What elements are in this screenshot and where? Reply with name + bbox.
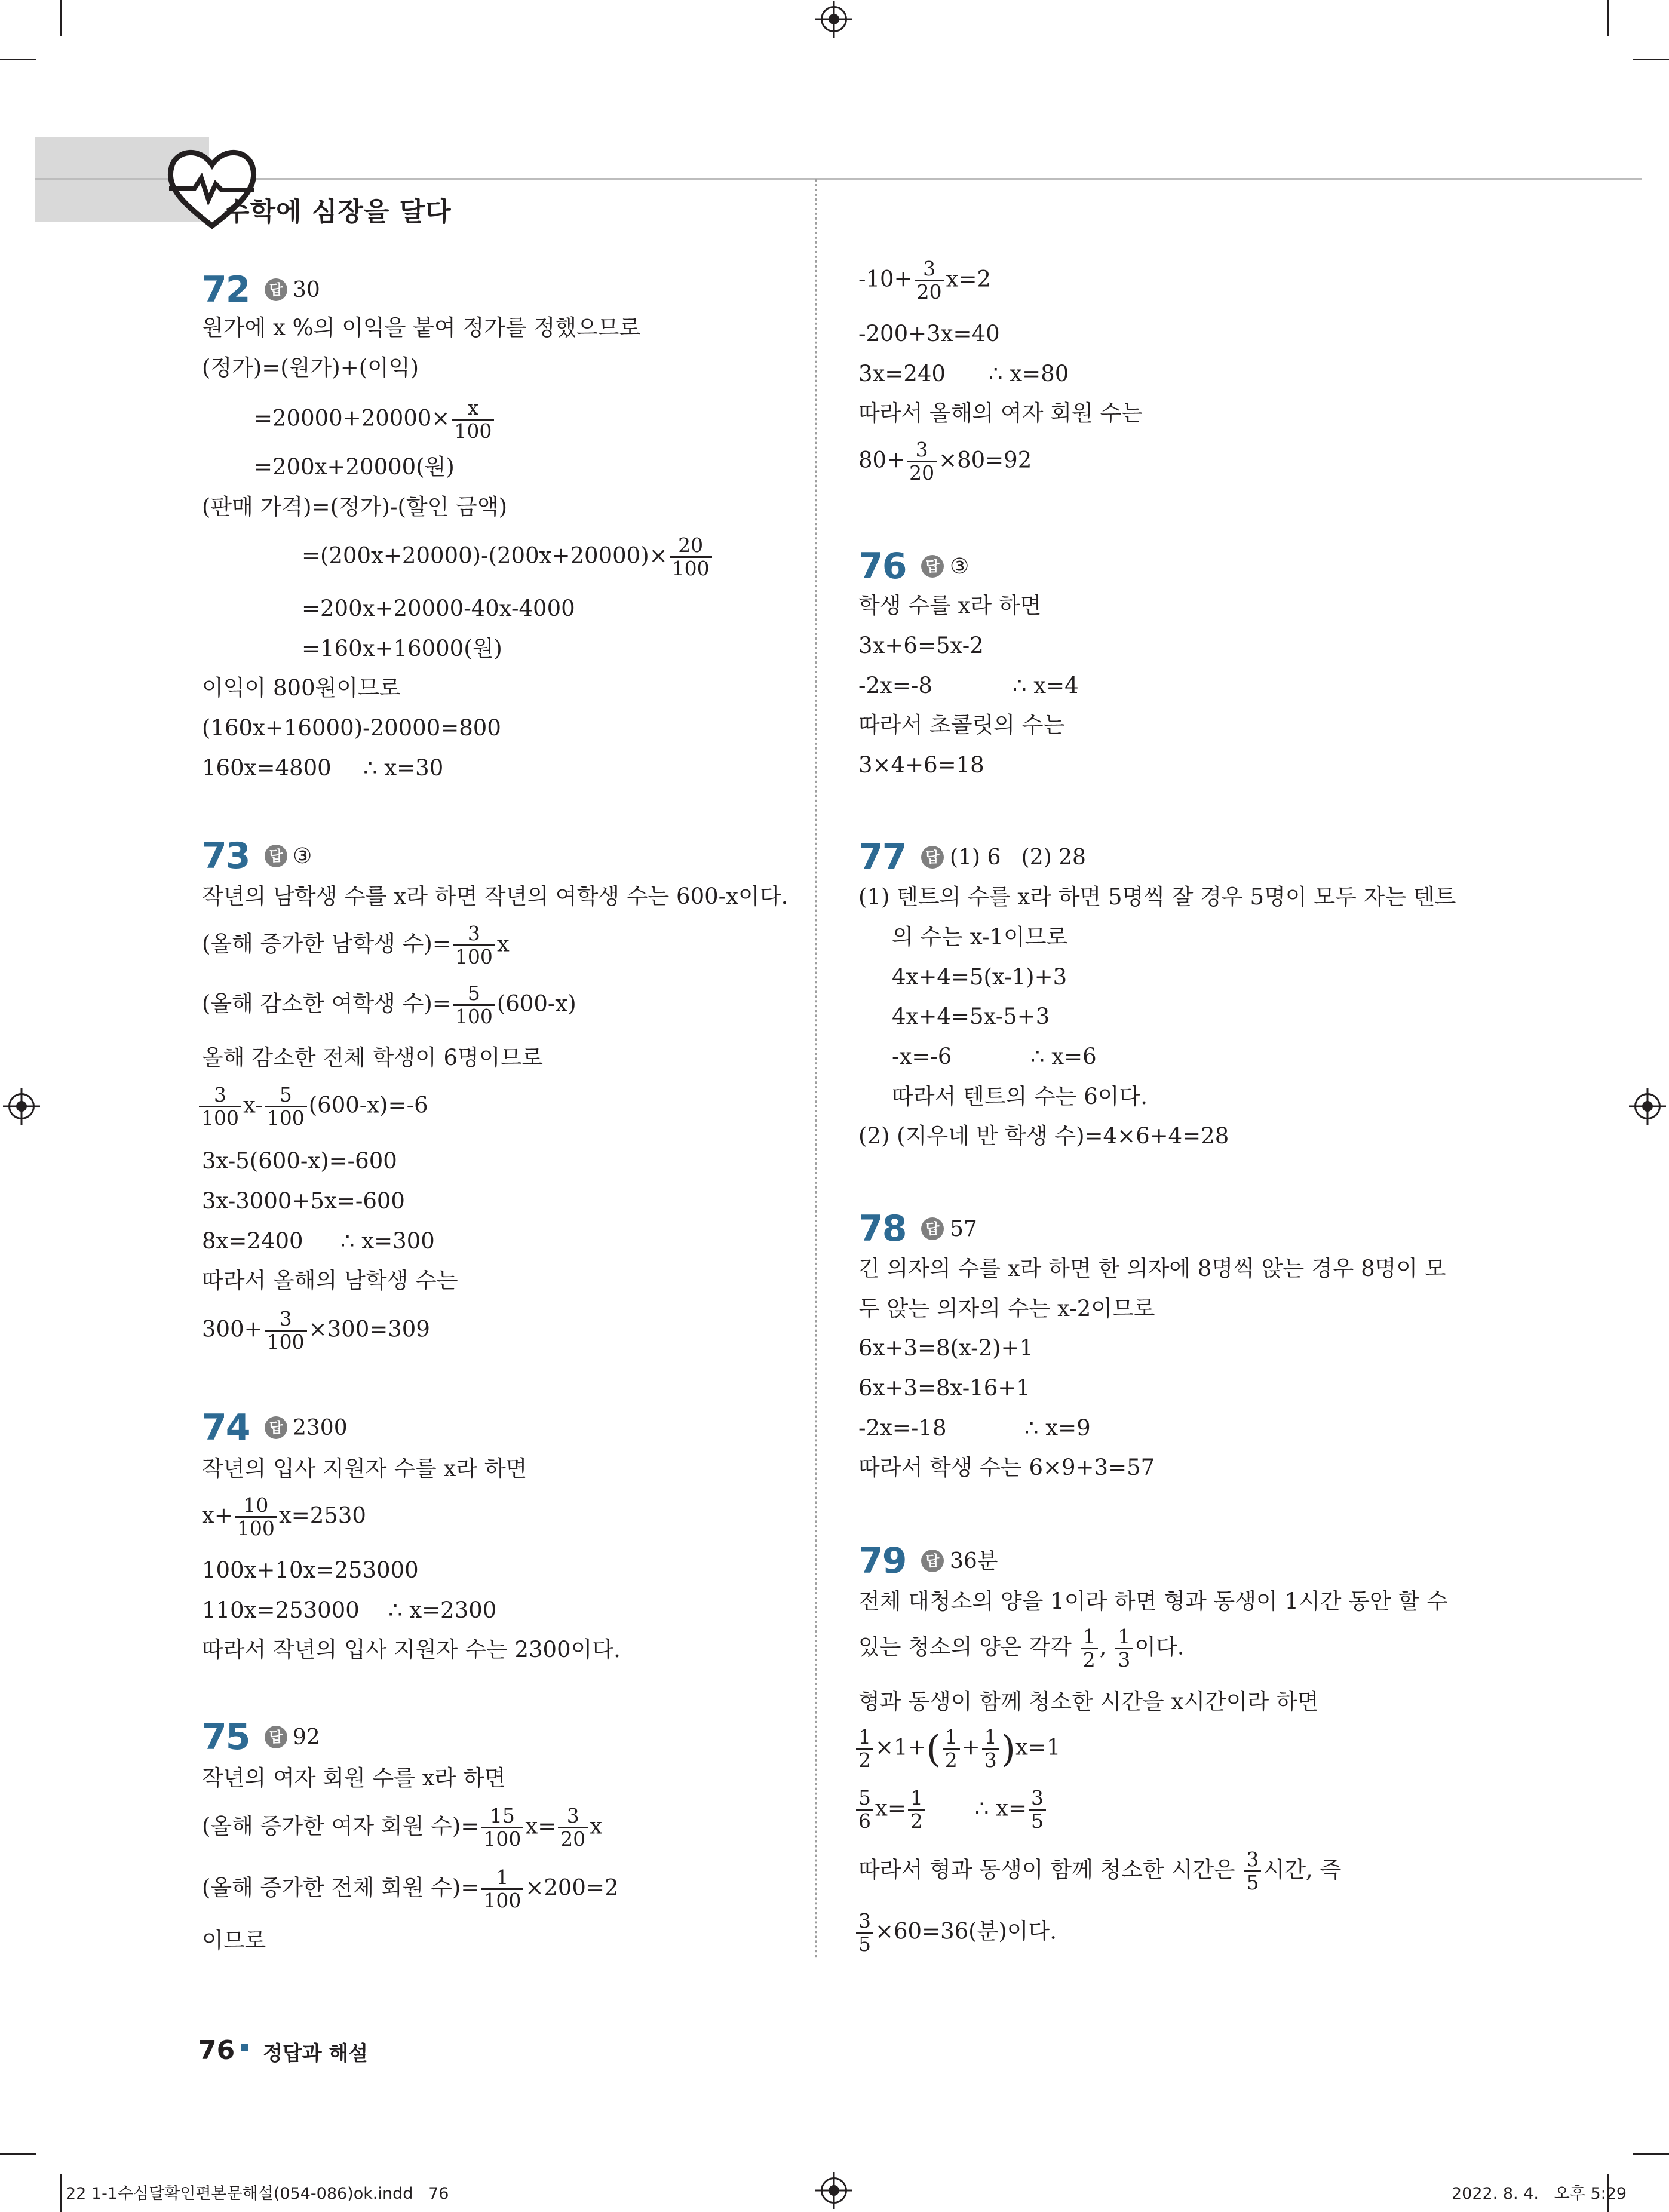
solution-line: 따라서 학생 수는 6×9+3=57 xyxy=(858,1455,1155,1480)
solution-line: 따라서 텐트의 수는 6이다. xyxy=(892,1084,1148,1109)
fraction: $\frac{3}{20}$ xyxy=(915,258,944,303)
solution-line: -10+ $\frac{3}{20}$ x=2 xyxy=(858,257,992,304)
answer-badge-icon: 답 xyxy=(921,1217,944,1240)
fraction: $\frac{1}{100}$ xyxy=(481,1867,523,1912)
solution-line: 3×4+6=18 xyxy=(858,752,984,778)
fraction: $\frac{5}{100}$ xyxy=(265,1084,307,1130)
solution-line: x+ $\frac{10}{100}$ x=2530 xyxy=(202,1493,366,1541)
solution-line: 3x-3000+5x=-600 xyxy=(202,1188,405,1214)
solution-line: 4x+4=5x-5+3 xyxy=(892,1004,1050,1029)
problem-number: 77 xyxy=(858,836,906,878)
footer-title: 정답과 해설 xyxy=(263,2042,369,2066)
problem-number: 74 xyxy=(202,1407,250,1449)
file-slug: 22 1-1수심달확인편본문해설(054-086)ok.indd 76 xyxy=(66,2185,449,2203)
problem-number: 78 xyxy=(858,1208,906,1250)
solution-line: 형과 동생이 함께 청소한 시간을 x시간이라 하면 xyxy=(858,1689,1319,1714)
solution-line: 따라서 올해의 여자 회원 수는 xyxy=(858,400,1143,426)
solution-line: 의 수는 x-1이므로 xyxy=(892,924,1068,950)
solution-line: ∴ x=6 xyxy=(1030,1044,1097,1069)
answer-value: ③ xyxy=(950,554,970,579)
problem-number: 72 xyxy=(202,269,250,311)
solution-line: 3x=240 xyxy=(858,361,946,386)
answer-value: (1) 6 (2) 28 xyxy=(950,845,1086,870)
fraction: $\frac{3}{20}$ xyxy=(558,1805,588,1851)
solution-line: $\frac{5}{6}$ x= $\frac{1}{2}$ ∴ x= $\frac{3}{5}$ xyxy=(854,1787,1048,1833)
fraction: $\frac{3}{20}$ xyxy=(907,439,937,484)
solution-line: $\frac{3}{5}$ ×60=36(분)이다. xyxy=(854,1910,1057,1956)
solution-line: 6x+3=8x-16+1 xyxy=(858,1375,1030,1401)
problem-number: 75 xyxy=(202,1716,250,1758)
fraction: $\frac{1}{3}$ xyxy=(1115,1626,1133,1671)
fraction: $\frac{3}{5}$ xyxy=(1244,1849,1261,1894)
answer-badge-icon: 답 xyxy=(921,555,944,578)
solution-line: 이므로 xyxy=(202,1928,266,1953)
solution-line: 따라서 올해의 남학생 수는 xyxy=(202,1268,458,1293)
solution-line: ∴ x=9 xyxy=(1024,1415,1091,1441)
solution-line: ∴ x=4 xyxy=(1013,673,1079,698)
solution-line: (2) (지우네 반 학생 수)=4×6+4=28 xyxy=(858,1123,1229,1149)
solution-line: 작년의 여자 회원 수를 x라 하면 xyxy=(202,1765,506,1791)
solution-line: 3x-5(600-x)=-600 xyxy=(202,1148,397,1174)
solution-line: -x=-6 xyxy=(892,1044,952,1069)
fraction: $\frac{1}{2}$ xyxy=(856,1726,873,1772)
solution-line: 이익이 800원이므로 xyxy=(202,675,401,701)
fraction: $\frac{20}{100}$ xyxy=(670,535,712,580)
solution-line: (1) 텐트의 수를 x라 하면 5명씩 잘 경우 5명이 모두 자는 텐트 xyxy=(858,884,1456,910)
fraction: $\frac{3}{100}$ xyxy=(453,923,495,968)
answer-badge-icon: 답 xyxy=(265,1416,287,1439)
solution-line: 160x=4800 xyxy=(202,755,332,781)
answer-value: 2300 xyxy=(293,1416,348,1440)
solution-line: 올해 감소한 전체 학생이 6명이므로 xyxy=(202,1045,543,1070)
fraction: $\frac{10}{100}$ xyxy=(235,1495,277,1540)
answer-value: 92 xyxy=(293,1725,320,1750)
solution-line: 원가에 x %의 이익을 붙여 정가를 정했으므로 xyxy=(202,315,641,340)
answer-badge-icon: 답 xyxy=(921,846,944,869)
answer-badge-icon: 답 xyxy=(265,1726,287,1748)
solution-line: 따라서 초콜릿의 수는 xyxy=(858,712,1065,738)
solution-line: (올해 감소한 여학생 수)= $\frac{5}{100}$ (600-x) xyxy=(202,981,576,1029)
solution-line: 따라서 작년의 입사 지원자 수는 2300이다. xyxy=(202,1637,621,1662)
solution-line: $\frac{1}{2}$ ×1+( $\frac{1}{2}$ + $\frac{1}{3}$ )x=1 xyxy=(854,1726,1060,1772)
solution-line: 있는 청소의 양은 각각 $\frac{1}{2}$ , $\frac{1}{3}$ 이다. xyxy=(858,1625,1185,1672)
crop-mark xyxy=(60,0,62,36)
solution-line: 작년의 남학생 수를 x라 하면 작년의 여학생 수는 600-x이다. xyxy=(202,883,789,909)
fraction: $\frac{3}{5}$ xyxy=(1029,1787,1046,1833)
solution-line: 110x=253000 xyxy=(202,1597,360,1623)
fraction: $\frac{3}{100}$ xyxy=(199,1084,241,1130)
solution-line: =200x+20000-40x-4000 xyxy=(302,596,575,621)
solution-line: 6x+3=8(x-2)+1 xyxy=(858,1335,1034,1361)
fraction: $\frac{1}{2}$ xyxy=(908,1787,925,1833)
solution-line: =160x+16000(원) xyxy=(302,636,502,661)
fraction: $\frac{5}{6}$ xyxy=(856,1787,873,1833)
solution-line: 학생 수를 x라 하면 xyxy=(858,593,1042,618)
answer-badge-icon: 답 xyxy=(265,278,287,301)
solution-line: =(200x+20000)-(200x+20000)× $\frac{20}{100}$ xyxy=(302,535,714,580)
registration-mark-icon xyxy=(1634,1093,1661,1119)
header-rule xyxy=(35,178,1642,180)
answer-value: 30 xyxy=(293,278,320,302)
column-divider xyxy=(815,179,817,1959)
solution-line: 300+ $\frac{3}{100}$ ×300=309 xyxy=(202,1307,430,1354)
footer-bullet xyxy=(241,2044,248,2051)
problem-number: 73 xyxy=(202,835,250,877)
solution-line: 작년의 입사 지원자 수를 x라 하면 xyxy=(202,1456,527,1481)
solution-line: 전체 대청소의 양을 1이라 하면 형과 동생이 1시간 동안 할 수 xyxy=(858,1588,1448,1614)
print-date: 2022. 8. 4. 오후 5:29 xyxy=(1452,2185,1627,2203)
solution-line: $\frac{3}{100}$ x- $\frac{5}{100}$ (600-x)=-6 xyxy=(197,1084,428,1130)
answer-value: ③ xyxy=(293,844,312,869)
answer-value: 36분 xyxy=(950,1549,998,1573)
registration-mark-icon xyxy=(821,2177,847,2204)
solution-line: -2x=-8 xyxy=(858,673,932,698)
solution-line: =20000+20000× $\frac{x}{100}$ xyxy=(254,397,496,443)
crop-mark xyxy=(0,59,36,60)
registration-mark-icon xyxy=(821,6,847,32)
fraction: $\frac{3}{5}$ xyxy=(856,1910,873,1956)
solution-line: (정가)=(원가)+(이익) xyxy=(202,355,419,381)
fraction: $\frac{3}{100}$ xyxy=(265,1308,307,1354)
solution-line: 긴 의자의 수를 x라 하면 한 의자에 8명씩 앉는 경우 8명이 모 xyxy=(858,1256,1446,1281)
fraction: $\frac{1}{2}$ xyxy=(943,1726,960,1772)
solution-line: 3x+6=5x-2 xyxy=(858,633,984,658)
solution-line: 두 앉는 의자의 수는 x-2이므로 xyxy=(858,1296,1155,1321)
fraction: $\frac{1}{3}$ xyxy=(982,1726,999,1772)
crop-mark xyxy=(60,2174,62,2212)
answer-value: 57 xyxy=(950,1217,977,1241)
fraction: $\frac{15}{100}$ xyxy=(481,1805,523,1851)
answer-badge-icon: 답 xyxy=(921,1550,944,1572)
solution-line: =200x+20000(원) xyxy=(254,454,455,480)
solution-line: 따라서 형과 동생이 함께 청소한 시간은 $\frac{3}{5}$ 시간, 즉 xyxy=(858,1848,1342,1895)
solution-line: (올해 증가한 여자 회원 수)= $\frac{15}{100}$ x= $\frac{3}{20}$ x xyxy=(202,1804,603,1851)
solution-line: 8x=2400 xyxy=(202,1228,303,1254)
answer-badge-icon: 답 xyxy=(265,845,287,867)
fraction: $\frac{1}{2}$ xyxy=(1081,1626,1098,1671)
solution-line: -200+3x=40 xyxy=(858,321,1000,346)
solution-line: (160x+16000)-20000=800 xyxy=(202,715,501,741)
solution-line: 80+ $\frac{3}{20}$ ×80=92 xyxy=(858,438,1032,485)
fraction: $\frac{x}{100}$ xyxy=(452,397,494,443)
solution-line: ∴ x=2300 xyxy=(388,1597,497,1623)
solution-line: (판매 가격)=(정가)-(할인 금액) xyxy=(202,494,508,520)
solution-line: ∴ x=80 xyxy=(989,361,1069,386)
solution-line: (올해 증가한 전체 회원 수)= $\frac{1}{100}$ ×200=2 xyxy=(202,1866,619,1913)
problem-number: 79 xyxy=(858,1540,906,1582)
crop-mark xyxy=(1607,0,1609,36)
solution-line: 100x+10x=253000 xyxy=(202,1557,419,1583)
solution-line: (올해 증가한 남학생 수)= $\frac{3}{100}$ x xyxy=(202,922,510,969)
solution-line: 4x+4=5(x-1)+3 xyxy=(892,964,1067,990)
crop-mark xyxy=(1633,2153,1669,2155)
solution-line: ∴ x=300 xyxy=(340,1228,435,1254)
brand-title: 수학에 심장을 달다 xyxy=(224,197,452,227)
solution-line: ∴ x=30 xyxy=(363,755,444,781)
problem-number: 76 xyxy=(858,545,906,587)
solution-line: -2x=-18 xyxy=(858,1415,947,1441)
page-number: 76 xyxy=(198,2035,235,2066)
fraction: $\frac{5}{100}$ xyxy=(453,983,495,1028)
crop-mark xyxy=(1633,59,1669,60)
crop-mark xyxy=(0,2153,36,2155)
registration-mark-icon xyxy=(8,1093,35,1119)
